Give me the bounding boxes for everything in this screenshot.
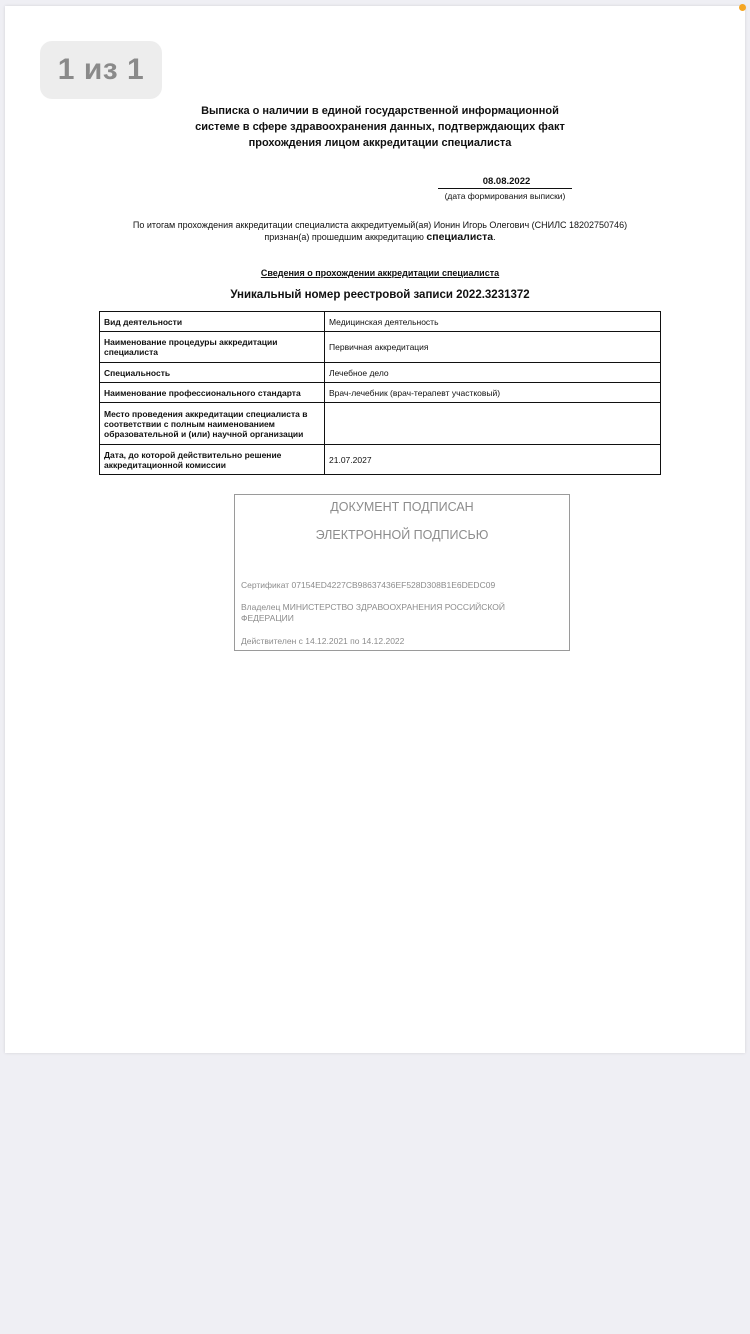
document-title <box>155 103 605 151</box>
table-row <box>100 363 661 383</box>
row-value: Первичная аккредитация <box>325 332 661 363</box>
table-row <box>100 403 661 445</box>
row-label: Наименование профессионального стандарта <box>100 383 325 403</box>
registry-number: Уникальный номер реестровой записи 2022.3231372 <box>230 289 530 301</box>
accreditation-table <box>99 311 661 475</box>
row-value: Лечебное дело <box>325 363 661 383</box>
status-dot <box>739 4 746 11</box>
row-label: Место проведения аккредитации специалиста в соответствии с полным наименованием образовательной и (или) научной организации <box>100 403 325 445</box>
row-label: Наименование процедуры аккредитации специалиста <box>100 332 325 363</box>
intro-prefix: признан(а) прошедшим аккредитацию <box>264 232 427 242</box>
section-heading: Сведения о прохождении аккредитации специалиста <box>260 268 500 278</box>
date-caption: (дата формирования выписки) <box>444 191 566 201</box>
intro-line: По итогам прохождения аккредитации специалиста аккредитуемый(ая) Ионин Игорь Олегович (СНИЛС 18202750746) <box>132 220 628 230</box>
intro-strong: специалиста <box>426 231 494 243</box>
signature-validity: Действителен с 14.12.2021 по 14.12.2022 <box>241 636 405 646</box>
date-block <box>435 176 575 201</box>
intro-suffix: . <box>493 232 496 242</box>
intro-text <box>105 219 655 243</box>
table-row <box>100 383 661 403</box>
electronic-signature-stamp <box>234 494 570 651</box>
date-underline <box>438 188 572 189</box>
row-label: Специальность <box>100 363 325 383</box>
row-value: 21.07.2027 <box>325 445 661 475</box>
title-line: системе в сфере здравоохранения данных, подтверждающих факт <box>195 121 565 133</box>
title-line: прохождения лицом аккредитации специалиста <box>248 137 512 149</box>
page-counter: 1 из 1 <box>40 41 162 99</box>
row-label: Дата, до которой действительно решение аккредитационной комиссии <box>100 445 325 475</box>
signature-certificate: Сертификат 07154ED4227CB98637436EF528D308B1E6DEDC09 <box>241 580 496 590</box>
row-value <box>325 403 661 445</box>
signature-line2: ЭЛЕКТРОННОЙ ПОДПИСЬЮ <box>315 528 489 542</box>
table-row <box>100 445 661 475</box>
issue-date: 08.08.2022 <box>482 176 531 187</box>
signature-owner: Владелец МИНИСТЕРСТВО ЗДРАВООХРАНЕНИЯ РОССИЙСКОЙ ФЕДЕРАЦИИ <box>241 602 506 623</box>
row-value: Врач-лечебник (врач-терапевт участковый) <box>325 383 661 403</box>
intro-line <box>105 231 655 243</box>
table-row <box>100 332 661 363</box>
row-label: Вид деятельности <box>100 312 325 332</box>
row-value: Медицинская деятельность <box>325 312 661 332</box>
document-page <box>5 6 745 1053</box>
signature-line1: ДОКУМЕНТ ПОДПИСАН <box>330 500 474 514</box>
title-line: Выписка о наличии в единой государственной информационной <box>201 105 559 117</box>
table-row <box>100 312 661 332</box>
